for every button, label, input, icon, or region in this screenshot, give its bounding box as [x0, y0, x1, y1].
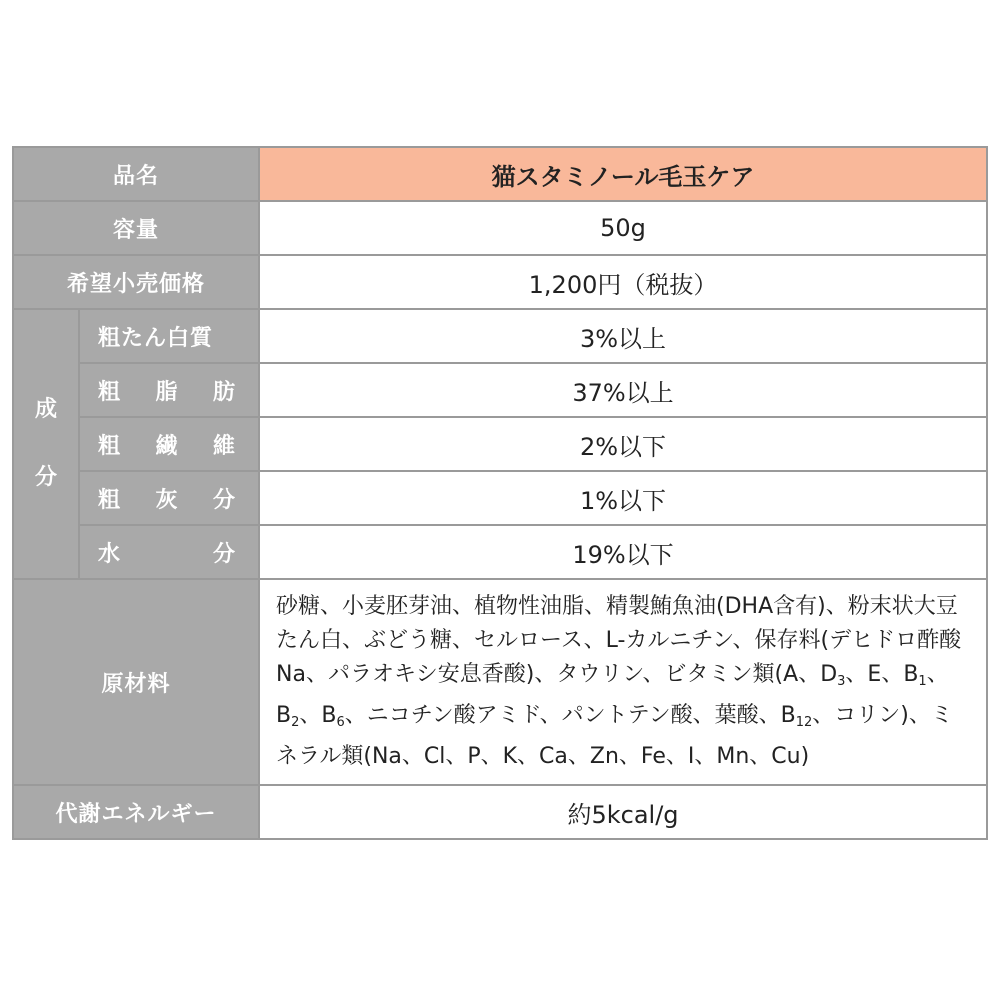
label-energy: 代謝エネルギー: [13, 785, 259, 839]
label-fat-char-3: 肪: [213, 379, 237, 405]
row-fat: [13, 363, 987, 417]
label-fiber-char-3: 維: [213, 433, 237, 459]
label-product-name: 品名: [13, 147, 259, 201]
value-energy: 約5kcal/g: [259, 785, 987, 839]
value-price: 1,200円（税抜）: [259, 255, 987, 309]
product-spec-table: [12, 146, 988, 840]
value-fiber: 2%以下: [259, 417, 987, 471]
label-ash-char-3: 分: [213, 487, 237, 513]
value-product-name: 猫スタミノール毛玉ケア: [259, 147, 987, 201]
group-label-char-1: 成: [34, 397, 57, 422]
ingredients-sub-b2: 2: [291, 715, 300, 730]
row-moisture: [13, 525, 987, 579]
value-fat: 37%以上: [259, 363, 987, 417]
ingredients-text-1: 砂糖、小麦胚芽油、植物性油脂、精製鮪魚油(DHA含有)、粉末状大豆たん白、ぶどう糖、セルロース、L-カルニチン、保存料(デヒドロ酢酸Na、パラオキシ安息香酸)、タウリン、ビタミン類(A、D: [276, 594, 962, 687]
ingredients-sub-b12: 12: [795, 715, 813, 730]
label-fiber-char-1: 粗: [98, 433, 122, 459]
row-fiber: [13, 417, 987, 471]
label-ingredients: 原材料: [13, 579, 259, 785]
row-price: [13, 255, 987, 309]
ingredients-text-2: 、E、B: [845, 662, 919, 687]
ingredients-sub-d: 3: [837, 674, 846, 689]
group-label-char-2: 分: [34, 465, 57, 490]
value-moisture: 19%以下: [259, 525, 987, 579]
ingredients-text-6: 、コリン)、ミネラル類(Na、Cl、P、K、Ca、Zn、Fe、I、Mn、Cu): [276, 703, 953, 769]
label-fat-char-2: 脂: [155, 379, 179, 405]
row-ash: [13, 471, 987, 525]
label-capacity: 容量: [13, 201, 259, 255]
label-components-group: [13, 309, 79, 579]
label-ash: [79, 471, 259, 525]
label-moisture-char-2: 分: [213, 541, 237, 567]
ingredients-text-5: 、ニコチン酸アミド、パントテン酸、葉酸、B: [344, 703, 796, 728]
label-price: 希望小売価格: [13, 255, 259, 309]
value-capacity: 50g: [259, 201, 987, 255]
ingredients-text-3: 、B: [276, 662, 949, 728]
row-protein: [13, 309, 987, 363]
value-protein: 3%以上: [259, 309, 987, 363]
label-ash-char-1: 粗: [98, 487, 122, 513]
label-protein-text: 粗たん白質: [98, 325, 214, 351]
row-product-name: [13, 147, 987, 201]
label-moisture-char-1: 水: [98, 541, 122, 567]
ingredients-text-4: 、B: [299, 703, 337, 728]
label-protein: [79, 309, 259, 363]
label-moisture: [79, 525, 259, 579]
label-fiber: [79, 417, 259, 471]
value-ingredients: [259, 579, 987, 785]
label-fat: [79, 363, 259, 417]
ingredients-sub-b1: 1: [918, 674, 927, 689]
label-fiber-char-2: 繊: [155, 433, 179, 459]
label-ash-char-2: 灰: [155, 487, 179, 513]
label-fat-char-1: 粗: [98, 379, 122, 405]
row-energy: [13, 785, 987, 839]
row-capacity: [13, 201, 987, 255]
row-ingredients: [13, 579, 987, 785]
value-ash: 1%以下: [259, 471, 987, 525]
ingredients-sub-b6: 6: [336, 715, 345, 730]
